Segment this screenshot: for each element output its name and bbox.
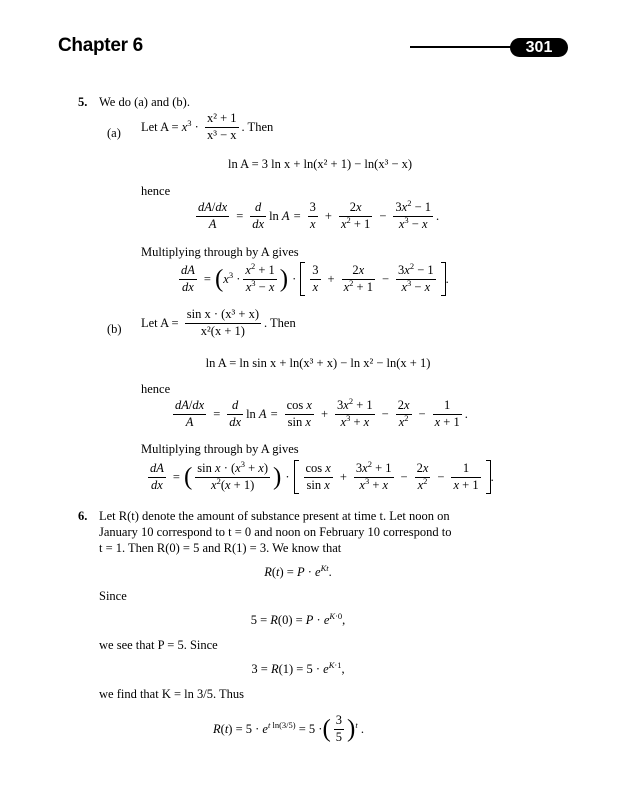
part-a-hence: hence: [141, 184, 171, 198]
chapter-title: Chapter 6: [58, 35, 143, 56]
part-b-label: (b): [107, 322, 122, 336]
page-number: 301: [510, 38, 568, 57]
part-b-fraction-denominator: x²(x + 1): [200, 324, 245, 338]
part-a-log-equation: ln A = 3 ln x + ln(x² + 1) − ln(x³ − x): [227, 157, 413, 171]
part-b-let-text: Let A =: [141, 315, 179, 330]
part-a-fraction-denominator: x³ − x: [206, 128, 237, 142]
initial-value-equation: $5 = R(0) = P \cdot e^{K\cdot 0}$,: [250, 611, 346, 627]
growth-model-equation: $R(t) = P \cdot e^{Kt}$.: [264, 563, 332, 579]
part-a-result-equation: $\frac{dA}{dx}$ = ($x^3$ · $\frac{x^2 + 1}{x^3 - x}$ ) · $\frac{3}{x}$ + $\frac{2x}{x^2 + 1}$ − $\frac{3x^2 - 1}{x^3 - x}$ .: [181, 261, 449, 294]
part-b-result-equation: $\frac{dA}{dx}$ = ( $\frac{\sin x \cdot (x^3 + x)}{x^2(x + 1)}$ ) · $\frac{\text{cos x}}{\text{sin x}}$ + $\frac{3x^2 + 1}{x^3 + x}$ − $\frac{2x}{x^2}$ − $\frac{1}{x + 1}$ .: [150, 459, 494, 492]
part-a-fraction-numerator: x² + 1: [205, 111, 239, 128]
header-rule: [410, 46, 520, 48]
problem-6-since: Since: [99, 589, 127, 603]
part-a-then: . Then: [241, 119, 274, 134]
problem-6-line-3: t = 1. Then R(0) = 5 and R(1) = 3. We know that: [99, 541, 342, 555]
final-solution-equation: $R(t) = 5 \cdot e^{t ln(3/5)} = 5$ ·( $\frac{3}{5}$ )$^t$ .: [213, 713, 364, 744]
part-b-multiply-text: Multiplying through by A gives: [141, 442, 299, 456]
second-value-equation: $3 = R(1) = 5 \cdot e^{K\cdot 1}$,: [251, 660, 345, 676]
problem-6-find-k: we find that K = ln 3/5. Thus: [99, 687, 245, 701]
problem-5-intro: We do (a) and (b).: [99, 95, 190, 109]
part-b-definition: [141, 307, 296, 339]
part-a-definition: Let $A = x^3$ · $\frac{\text{x² + 1}}{\text{x³ − x}}$ . Then: [141, 111, 274, 142]
problem-5-number: 5.: [78, 95, 88, 109]
part-a-multiply-text: Multiplying through by A gives: [141, 245, 299, 259]
part-a-let-text: Let A =: [141, 119, 179, 134]
part-a-label: (a): [107, 126, 121, 140]
part-b-fraction-numerator: sin x · (x³ + x): [185, 307, 261, 324]
problem-6-see-p: we see that P = 5. Since: [99, 638, 218, 652]
part-b-hence: hence: [141, 382, 171, 396]
part-b-log-equation: ln A = ln sin x + ln(x³ + x) − ln x² − ln(x + 1): [205, 356, 431, 370]
part-b-then: . Then: [263, 315, 296, 330]
part-b-derivative-equation: $\frac{dA/dx}{A}$ = $\frac{d}{dx}$ ln A = $\frac{\text{cos x}}{\text{sin x}}$ + $\frac{3x^2 + 1}{x^3 + x}$ − $\frac{2x}{x^2}$ − $\frac{1}{x + 1}$ .: [175, 396, 468, 429]
part-a-derivative-equation: $\frac{dA/dx}{A}$ = $\frac{d}{dx}$ ln A = $\frac{3}{x}$ + $\frac{2x}{x^2 + 1}$ − $\frac{3x^2 - 1}{x^3 - x}$ .: [198, 198, 440, 231]
problem-6-line-2: January 10 correspond to t = 0 and noon on February 10 correspond to: [99, 525, 452, 539]
problem-6-number: 6.: [78, 509, 88, 523]
problem-6-line-1: Let R(t) denote the amount of substance present at time t. Let noon on: [99, 509, 450, 523]
